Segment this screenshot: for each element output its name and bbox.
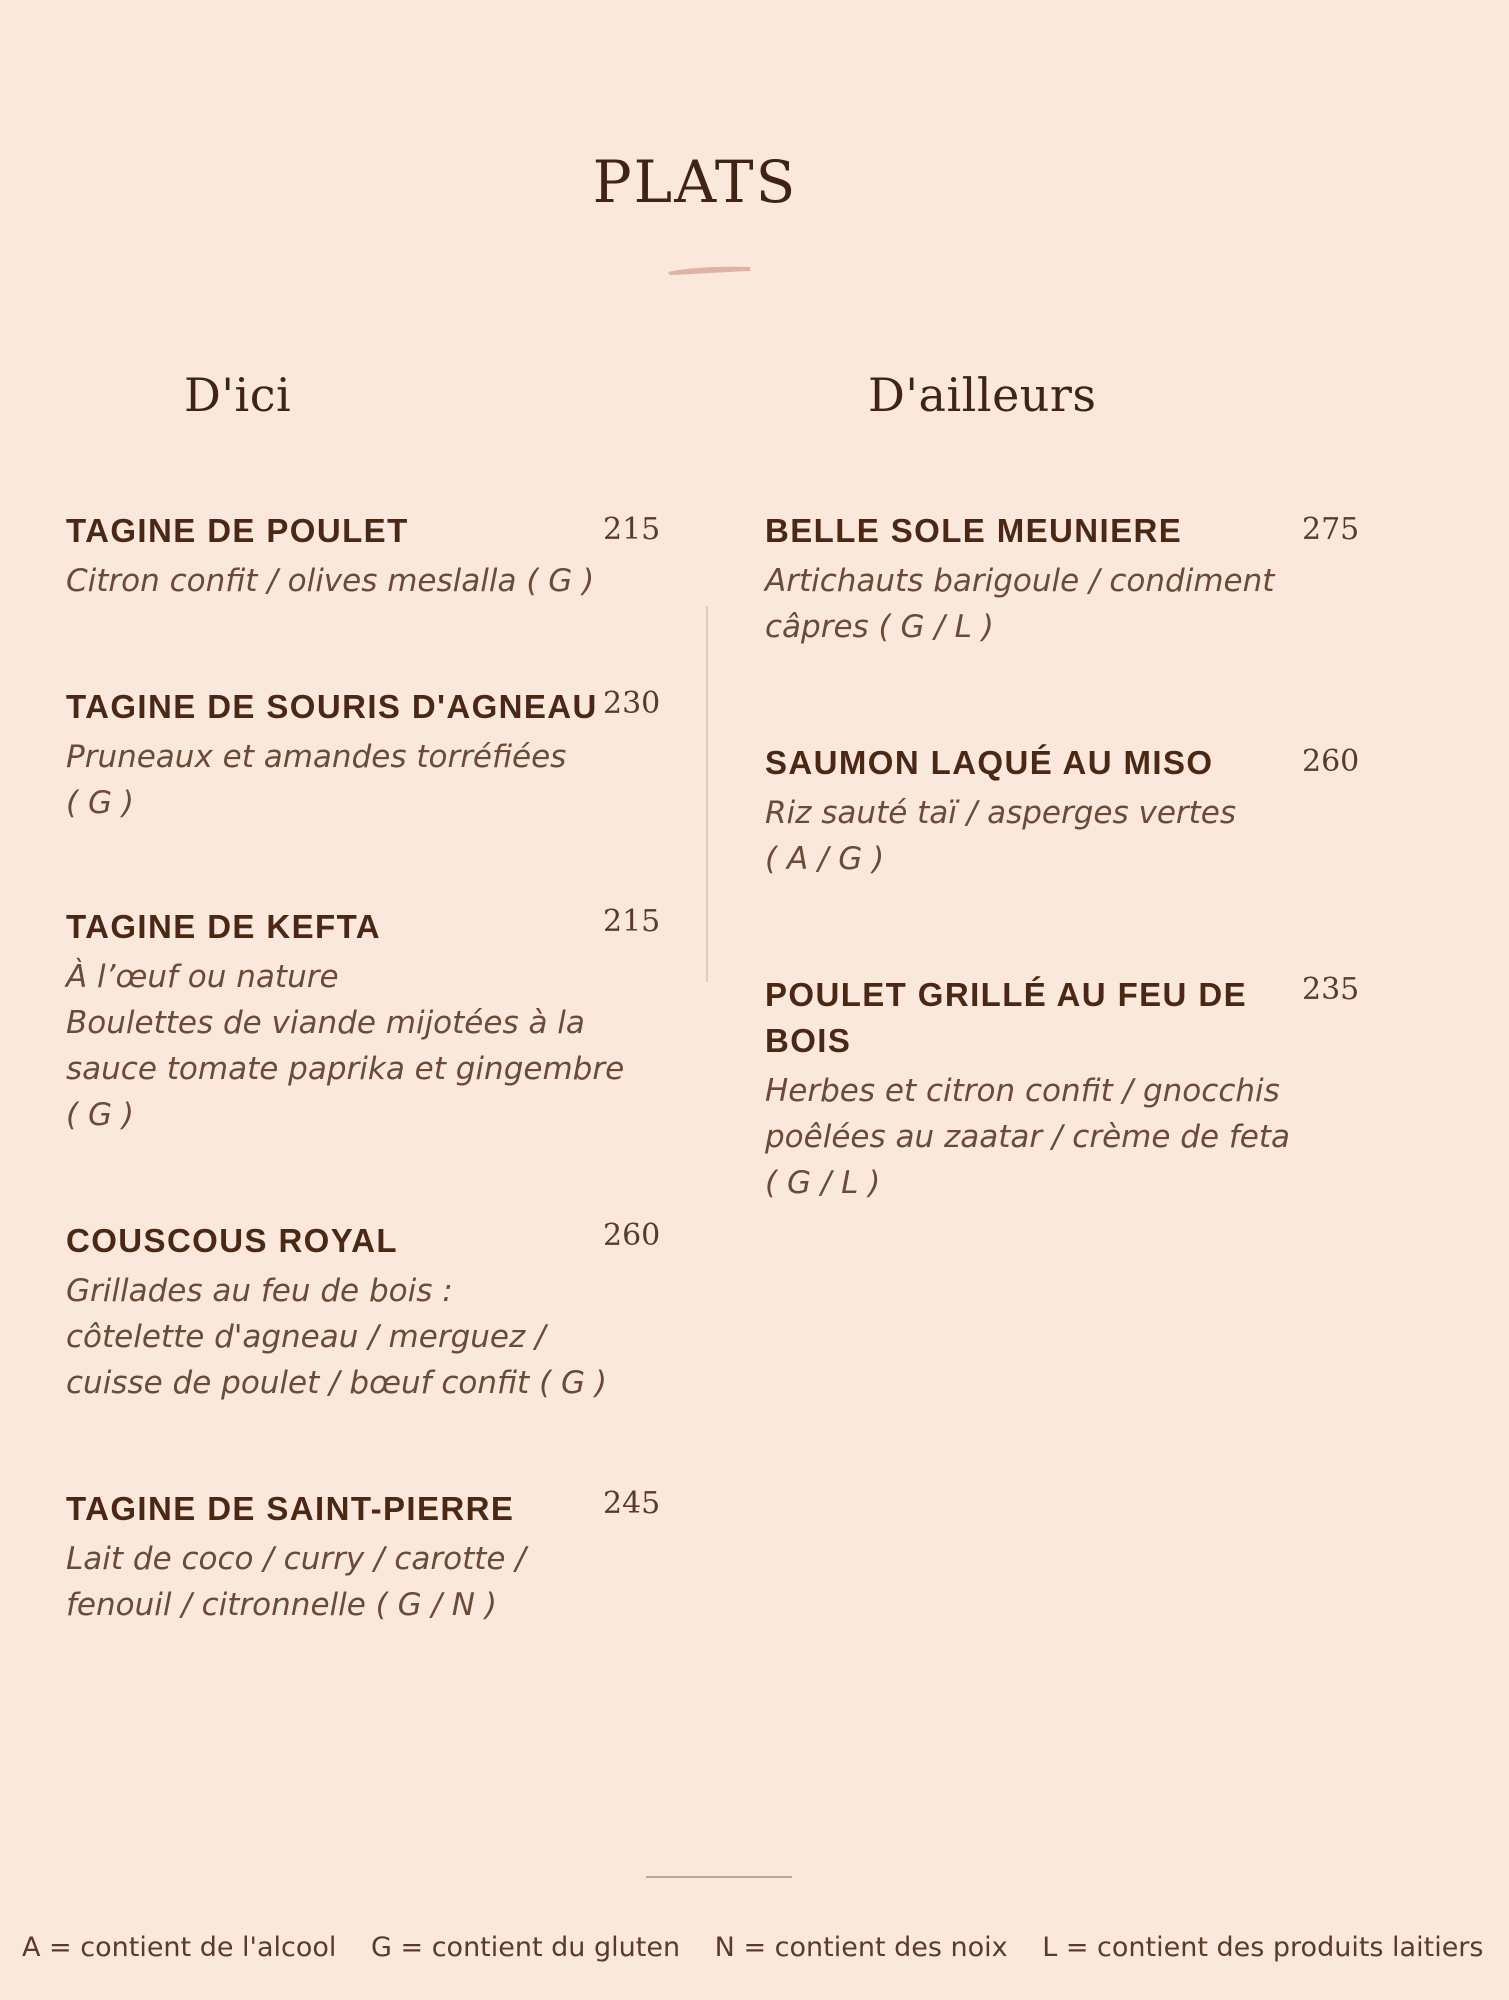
footer-divider [646, 1876, 792, 1878]
dish-price: 260 [1302, 744, 1360, 779]
legend-alcool: A = contient de l'alcool [22, 1932, 337, 1963]
section-heading-dici: D'ici [184, 368, 292, 422]
dish-name: TAGINE DE POULET [66, 512, 409, 549]
dish-description: Pruneaux et amandes torréfiées ( G ) [66, 739, 567, 821]
dish-description: Citron confit / olives meslalla ( G ) [66, 563, 595, 599]
brush-stroke-decoration [666, 262, 752, 278]
menu-item-sole-meuniere [765, 508, 1274, 650]
menu-item-tagine-souris-agneau [66, 684, 598, 826]
legend-laitiers: L = contient des produits laitiers [1042, 1932, 1484, 1963]
page-title: PLATS [592, 148, 798, 216]
dish-name: TAGINE DE KEFTA [66, 908, 381, 945]
dish-price: 215 [603, 512, 661, 547]
dish-description: Lait de coco / curry / carotte / fenouil / citronnelle ( G / N ) [66, 1541, 526, 1623]
menu-item-tagine-kefta [66, 904, 624, 1138]
section-heading-dailleurs: D'ailleurs [868, 368, 1097, 422]
dish-price: 245 [603, 1486, 661, 1521]
menu-item-tagine-poulet [66, 508, 594, 604]
dish-description: Grillades au feu de bois : côtelette d'agneau / merguez / cuisse de poulet / bœuf confit ( G ) [66, 1273, 607, 1401]
dish-description: Herbes et citron confit / gnocchis poêlées au zaatar / crème de feta ( G / L ) [765, 1073, 1291, 1201]
dish-price: 235 [1302, 972, 1360, 1007]
column-divider [706, 606, 708, 982]
dish-price: 230 [603, 686, 661, 721]
dish-name: BELLE SOLE MEUNIERE [765, 512, 1183, 549]
dish-price: 275 [1302, 512, 1360, 547]
dish-description: À l’œuf ou nature Boulettes de viande mijotées à la sauce tomate paprika et gingembre ( G ) [66, 959, 625, 1133]
legend-gluten: G = contient du gluten [371, 1932, 681, 1963]
dish-price: 215 [603, 904, 661, 939]
dish-price: 260 [603, 1218, 661, 1253]
dish-name: SAUMON LAQUÉ AU MISO [765, 744, 1214, 781]
dish-description: Artichauts barigoule / condiment câpres ( G / L ) [765, 563, 1275, 645]
menu-item-saumon-miso [765, 740, 1236, 882]
legend-noix: N = contient des noix [714, 1932, 1008, 1963]
menu-item-couscous-royal [66, 1218, 607, 1406]
dish-description: Riz sauté taï / asperges vertes ( A / G ) [765, 795, 1237, 877]
allergen-legend [22, 1932, 1484, 1963]
dish-name: POULET GRILLÉ AU FEU DE BOIS [765, 976, 1247, 1059]
dish-name: TAGINE DE SAINT-PIERRE [66, 1490, 515, 1527]
menu-item-tagine-saint-pierre [66, 1486, 526, 1628]
dish-name: COUSCOUS ROYAL [66, 1222, 398, 1259]
dish-name: TAGINE DE SOURIS D'AGNEAU [66, 688, 598, 725]
menu-item-poulet-grille [765, 972, 1290, 1206]
